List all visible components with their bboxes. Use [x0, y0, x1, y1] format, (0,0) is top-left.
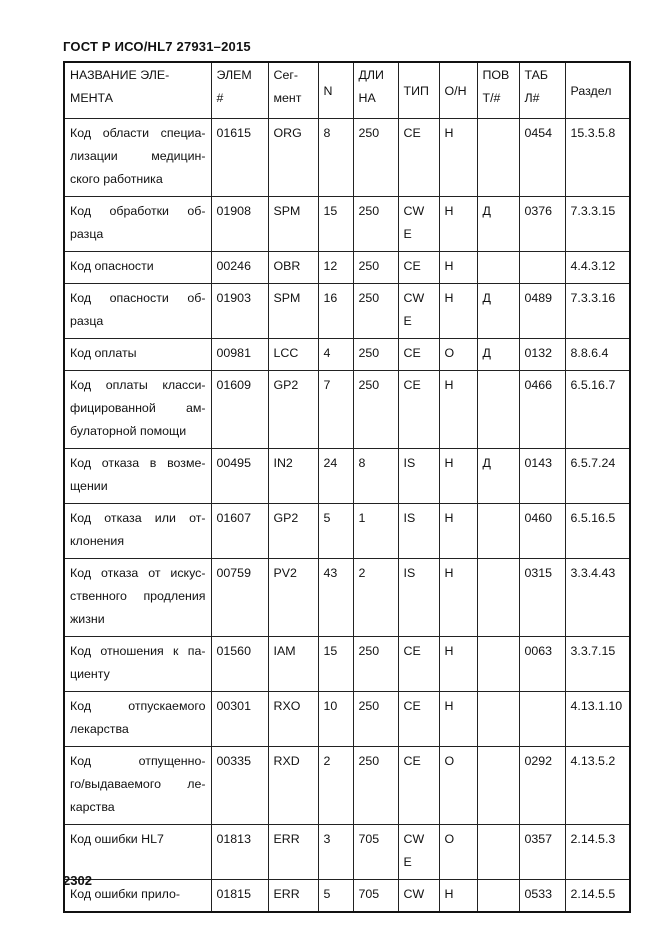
text-line: ского работника: [70, 172, 163, 186]
cell-section: 7.3.3.15: [565, 197, 630, 252]
column-header-section: [565, 62, 630, 119]
table-row: [64, 825, 630, 880]
cell-type: [398, 880, 439, 913]
cell-section: 6.5.16.7: [565, 371, 630, 449]
cell-section: 6.5.7.24: [565, 449, 630, 504]
cell-section: 3.3.4.43: [565, 559, 630, 637]
cell-section: 7.3.3.16: [565, 284, 630, 339]
text-line: ДЛИ: [358, 68, 384, 82]
cell-n: 5: [318, 880, 353, 913]
text-line: ПОВ: [482, 68, 510, 82]
table-row: [64, 371, 630, 449]
cell-n: 4: [318, 339, 353, 371]
text-line: НАЗВАНИЕ ЭЛЕ-: [70, 68, 170, 82]
text-line: Код обработки об-: [70, 204, 206, 218]
cell-name: [64, 747, 211, 825]
text-line: Код отношения к па-: [70, 644, 206, 658]
cell-elem: 00759: [211, 559, 268, 637]
cell-segment: LCC: [268, 339, 318, 371]
cell-n: 5: [318, 504, 353, 559]
text-line: Т/#: [482, 91, 501, 105]
cell-repeat: Д: [477, 197, 519, 252]
cell-table: 0454: [519, 119, 565, 197]
cell-type: [398, 692, 439, 747]
cell-elem: 00495: [211, 449, 268, 504]
text-line: CE: [403, 754, 421, 768]
cell-table: 0533: [519, 880, 565, 913]
cell-elem: 01813: [211, 825, 268, 880]
cell-section: 3.3.7.15: [565, 637, 630, 692]
text-line: E: [403, 855, 412, 869]
text-line: CW: [403, 887, 425, 901]
table-body: [64, 119, 630, 913]
cell-repeat: [477, 119, 519, 197]
cell-length: 250: [353, 371, 398, 449]
cell-table: 0143: [519, 449, 565, 504]
text-line: Раздел: [570, 83, 612, 98]
cell-length: 250: [353, 119, 398, 197]
cell-name: [64, 504, 211, 559]
text-line: ственного продления: [70, 589, 206, 603]
cell-on: Н: [439, 559, 477, 637]
cell-on: Н: [439, 119, 477, 197]
cell-elem: 01815: [211, 880, 268, 913]
text-line: ТИП: [403, 83, 429, 98]
text-line: клонения: [70, 534, 125, 548]
text-line: ЭЛЕМ: [216, 68, 252, 82]
document-header: ГОСТ Р ИСО/HL7 27931–2015: [63, 39, 251, 54]
text-line: булаторной помощи: [70, 424, 187, 438]
table-row: [64, 692, 630, 747]
column-header-name: [64, 62, 211, 119]
cell-section: 8.8.6.4: [565, 339, 630, 371]
cell-table: 0466: [519, 371, 565, 449]
text-line: карства: [70, 800, 115, 814]
cell-type: [398, 371, 439, 449]
table-row: [64, 504, 630, 559]
cell-type: [398, 339, 439, 371]
text-line: Код отказа или от-: [70, 511, 206, 525]
cell-table: 0315: [519, 559, 565, 637]
cell-table: 0376: [519, 197, 565, 252]
cell-length: 250: [353, 747, 398, 825]
cell-segment: SPM: [268, 284, 318, 339]
text-line: CE: [403, 259, 421, 273]
cell-on: О: [439, 825, 477, 880]
text-line: IS: [403, 566, 416, 580]
text-line: О/Н: [444, 83, 467, 98]
cell-elem: 01607: [211, 504, 268, 559]
cell-segment: RXO: [268, 692, 318, 747]
column-header-segment: [268, 62, 318, 119]
cell-on: Н: [439, 371, 477, 449]
cell-on: Н: [439, 284, 477, 339]
text-line: фицированной ам-: [70, 401, 206, 415]
cell-repeat: [477, 637, 519, 692]
cell-table: [519, 692, 565, 747]
text-line: циенту: [70, 667, 110, 681]
text-line: лизации медицин-: [70, 149, 206, 163]
cell-n: 8: [318, 119, 353, 197]
cell-section: 6.5.16.5: [565, 504, 630, 559]
table-row: [64, 284, 630, 339]
cell-elem: 01908: [211, 197, 268, 252]
cell-table: 0489: [519, 284, 565, 339]
cell-name: [64, 449, 211, 504]
cell-type: [398, 504, 439, 559]
cell-elem: 00981: [211, 339, 268, 371]
text-line: CE: [403, 699, 421, 713]
text-line: CE: [403, 644, 421, 658]
text-line: НА: [358, 91, 376, 105]
text-line: ТАБ: [524, 68, 549, 82]
text-line: жизни: [70, 612, 105, 626]
cell-n: 3: [318, 825, 353, 880]
cell-segment: RXD: [268, 747, 318, 825]
cell-n: 2: [318, 747, 353, 825]
cell-repeat: Д: [477, 284, 519, 339]
text-line: Код отказа от искус-: [70, 566, 206, 580]
cell-type: [398, 747, 439, 825]
cell-elem: 01615: [211, 119, 268, 197]
text-line: Код отпущенно-: [70, 754, 206, 768]
text-line: мент: [273, 91, 302, 105]
cell-repeat: [477, 504, 519, 559]
cell-segment: ERR: [268, 880, 318, 913]
text-line: щении: [70, 479, 108, 493]
text-line: E: [403, 227, 412, 241]
cell-segment: GP2: [268, 371, 318, 449]
cell-elem: 01560: [211, 637, 268, 692]
cell-section: 15.3.5.8: [565, 119, 630, 197]
table-row: [64, 197, 630, 252]
column-header-repeat: [477, 62, 519, 119]
table-row: [64, 637, 630, 692]
cell-section: 4.4.3.12: [565, 252, 630, 284]
cell-name: [64, 825, 211, 880]
cell-type: [398, 637, 439, 692]
cell-repeat: Д: [477, 339, 519, 371]
cell-on: О: [439, 747, 477, 825]
text-line: Л#: [524, 91, 540, 105]
text-line: разца: [70, 314, 104, 328]
cell-section: 2.14.5.5: [565, 880, 630, 913]
table-header: [64, 62, 630, 119]
table-row: [64, 339, 630, 371]
text-line: IS: [403, 511, 416, 525]
text-line: IS: [403, 456, 416, 470]
cell-name: [64, 119, 211, 197]
cell-name: [64, 692, 211, 747]
cell-n: 24: [318, 449, 353, 504]
text-line: N: [323, 83, 333, 98]
header-row: [64, 62, 630, 119]
cell-n: 10: [318, 692, 353, 747]
cell-on: Н: [439, 504, 477, 559]
cell-elem: 00301: [211, 692, 268, 747]
cell-elem: 01903: [211, 284, 268, 339]
table-row: [64, 559, 630, 637]
table-row: [64, 252, 630, 284]
cell-length: 250: [353, 252, 398, 284]
text-line: Код области специа-: [70, 126, 206, 140]
column-header-length: [353, 62, 398, 119]
cell-segment: ORG: [268, 119, 318, 197]
cell-name: [64, 559, 211, 637]
text-line: CE: [403, 126, 421, 140]
column-header-table: [519, 62, 565, 119]
cell-on: Н: [439, 692, 477, 747]
cell-table: 0357: [519, 825, 565, 880]
cell-type: [398, 284, 439, 339]
cell-length: 250: [353, 692, 398, 747]
cell-on: О: [439, 339, 477, 371]
table-row: [64, 747, 630, 825]
cell-table: 0460: [519, 504, 565, 559]
column-header-elem: [211, 62, 268, 119]
cell-length: 250: [353, 339, 398, 371]
cell-elem: 01609: [211, 371, 268, 449]
cell-repeat: [477, 692, 519, 747]
text-line: CW: [403, 832, 425, 846]
cell-name: [64, 197, 211, 252]
cell-length: 250: [353, 637, 398, 692]
cell-type: [398, 119, 439, 197]
cell-repeat: [477, 825, 519, 880]
cell-n: 12: [318, 252, 353, 284]
cell-name: [64, 637, 211, 692]
cell-length: 2: [353, 559, 398, 637]
cell-segment: IN2: [268, 449, 318, 504]
cell-name: [64, 339, 211, 371]
text-line: CW: [403, 291, 425, 305]
cell-length: 8: [353, 449, 398, 504]
cell-repeat: [477, 880, 519, 913]
cell-name: [64, 252, 211, 284]
cell-repeat: [477, 252, 519, 284]
cell-table: 0063: [519, 637, 565, 692]
cell-table: 0292: [519, 747, 565, 825]
cell-length: 250: [353, 197, 398, 252]
cell-segment: ERR: [268, 825, 318, 880]
column-header-n: [318, 62, 353, 119]
cell-repeat: [477, 371, 519, 449]
text-line: Код опасности: [70, 259, 154, 273]
cell-on: Н: [439, 449, 477, 504]
cell-on: Н: [439, 880, 477, 913]
text-line: Код отказа в возме-: [70, 456, 206, 470]
cell-length: 250: [353, 284, 398, 339]
cell-type: [398, 559, 439, 637]
cell-length: 705: [353, 880, 398, 913]
data-elements-table: [63, 61, 631, 913]
text-line: CW: [403, 204, 425, 218]
cell-n: 15: [318, 637, 353, 692]
cell-n: 15: [318, 197, 353, 252]
page-number: 2302: [63, 873, 92, 888]
cell-n: 7: [318, 371, 353, 449]
table-row: [64, 449, 630, 504]
cell-length: 705: [353, 825, 398, 880]
text-line: лекарства: [70, 722, 129, 736]
cell-name: [64, 371, 211, 449]
cell-name: [64, 284, 211, 339]
text-line: Код ошибки HL7: [70, 832, 164, 846]
cell-segment: PV2: [268, 559, 318, 637]
cell-segment: OBR: [268, 252, 318, 284]
cell-type: [398, 252, 439, 284]
cell-repeat: [477, 747, 519, 825]
cell-on: Н: [439, 637, 477, 692]
text-line: Сег-: [273, 68, 298, 82]
cell-segment: IAM: [268, 637, 318, 692]
cell-segment: SPM: [268, 197, 318, 252]
cell-section: 4.13.1.10: [565, 692, 630, 747]
cell-type: [398, 449, 439, 504]
text-line: Код опасности об-: [70, 291, 206, 305]
cell-table: [519, 252, 565, 284]
cell-n: 16: [318, 284, 353, 339]
text-line: МЕНТА: [70, 91, 113, 105]
text-line: Код оплаты класси-: [70, 378, 206, 392]
cell-elem: 00335: [211, 747, 268, 825]
cell-type: [398, 825, 439, 880]
text-line: #: [216, 91, 224, 105]
cell-elem: 00246: [211, 252, 268, 284]
table-row: [64, 119, 630, 197]
text-line: E: [403, 314, 412, 328]
cell-segment: GP2: [268, 504, 318, 559]
table-row: [64, 880, 630, 913]
column-header-type: [398, 62, 439, 119]
cell-length: 1: [353, 504, 398, 559]
cell-table: 0132: [519, 339, 565, 371]
text-line: го/выдаваемого ле-: [70, 777, 206, 791]
column-header-on: [439, 62, 477, 119]
cell-n: 43: [318, 559, 353, 637]
text-line: разца: [70, 227, 104, 241]
cell-section: 2.14.5.3: [565, 825, 630, 880]
text-line: CE: [403, 346, 421, 360]
cell-type: [398, 197, 439, 252]
text-line: Код отпускаемого: [70, 699, 206, 713]
text-line: Код ошибки прило-: [70, 887, 181, 901]
cell-repeat: [477, 559, 519, 637]
cell-on: Н: [439, 252, 477, 284]
cell-section: 4.13.5.2: [565, 747, 630, 825]
text-line: Код оплаты: [70, 346, 137, 360]
cell-repeat: Д: [477, 449, 519, 504]
text-line: CE: [403, 378, 421, 392]
cell-on: Н: [439, 197, 477, 252]
